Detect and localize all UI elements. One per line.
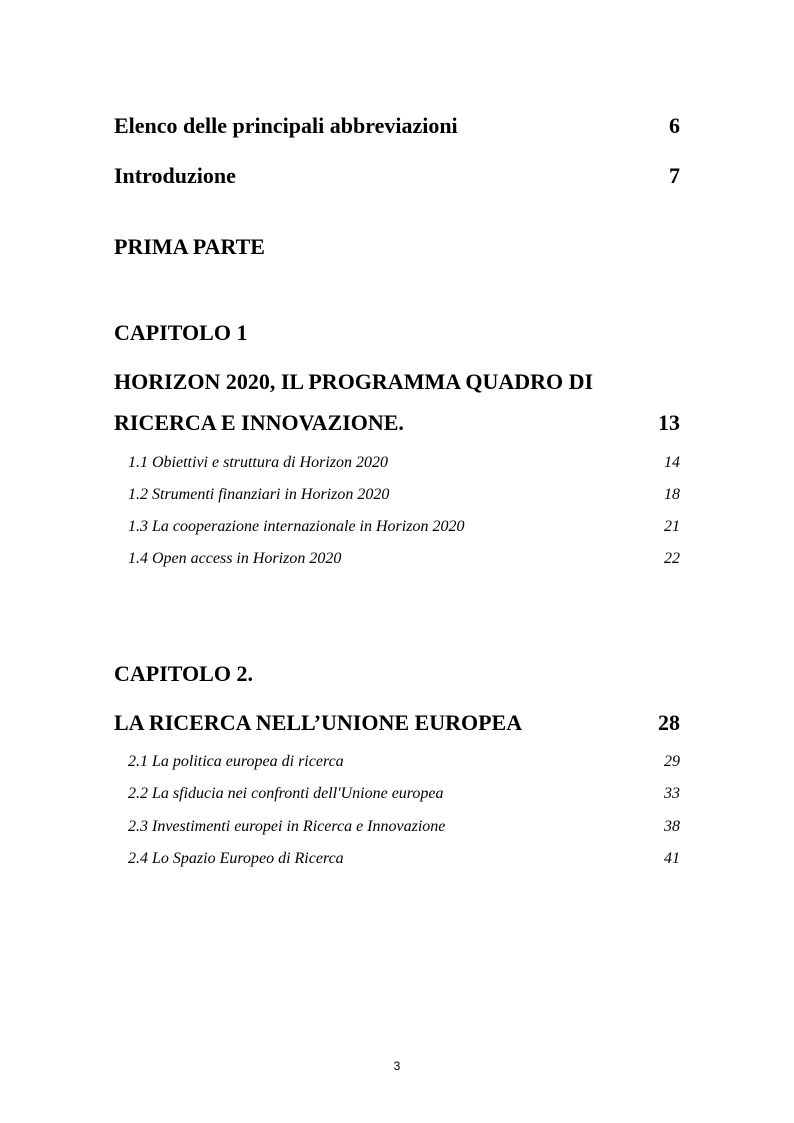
section-title: 1.3 La cooperazione internazionale in Horizon 2020 (128, 518, 465, 535)
section-page: 29 (664, 753, 680, 770)
section-page: 22 (664, 550, 680, 567)
chapter-2-page: 28 (658, 710, 680, 735)
section-title: 1.4 Open access in Horizon 2020 (128, 550, 342, 567)
toc-section-1-1 (128, 454, 680, 472)
section-title: 1.2 Strumenti finanziari in Horizon 2020 (128, 486, 390, 503)
toc-section-2-4 (128, 850, 680, 868)
section-page: 33 (664, 785, 680, 802)
chapter-2-title-row (114, 710, 680, 736)
section-page: 14 (664, 454, 680, 471)
toc-entry-page: 6 (669, 113, 680, 138)
toc-section-1-3 (128, 518, 680, 536)
part-heading: PRIMA PARTE (114, 234, 265, 259)
section-page: 38 (664, 818, 680, 835)
chapter-1-page: 13 (658, 410, 680, 435)
toc-section-2-2 (128, 785, 680, 803)
section-page: 18 (664, 486, 680, 503)
toc-entry-title: Introduzione (114, 163, 236, 188)
chapter-1-title-line1: HORIZON 2020, IL PROGRAMMA QUADRO DI (114, 369, 594, 394)
toc-entry-introduction (114, 163, 680, 189)
section-page: 41 (664, 850, 680, 867)
chapter-2-label: CAPITOLO 2. (114, 661, 253, 686)
toc-entry-page: 7 (669, 163, 680, 188)
section-title: 2.4 Lo Spazio Europeo di Ricerca (128, 850, 344, 867)
section-title: 2.2 La sfiducia nei confronti dell'Unione europea (128, 785, 444, 802)
chapter-2-title: LA RICERCA NELL’UNIONE EUROPEA (114, 710, 523, 735)
page-number: 3 (393, 1059, 401, 1073)
toc-entry-abbreviations (114, 113, 680, 139)
section-title: 2.3 Investimenti europei in Ricerca e Innovazione (128, 818, 446, 835)
chapter-1-title-line2: RICERCA E INNOVAZIONE. (114, 410, 404, 435)
toc-section-1-4 (128, 550, 680, 568)
chapter-1-label: CAPITOLO 1 (114, 320, 248, 345)
section-title: 1.1 Obiettivi e struttura di Horizon 2020 (128, 454, 388, 471)
toc-section-2-3 (128, 818, 680, 836)
toc-entry-title: Elenco delle principali abbreviazioni (114, 113, 458, 138)
toc-section-2-1 (128, 753, 680, 771)
section-page: 21 (664, 518, 680, 535)
section-title: 2.1 La politica europea di ricerca (128, 753, 344, 770)
chapter-1-title-row (114, 410, 680, 436)
toc-section-1-2 (128, 486, 680, 504)
